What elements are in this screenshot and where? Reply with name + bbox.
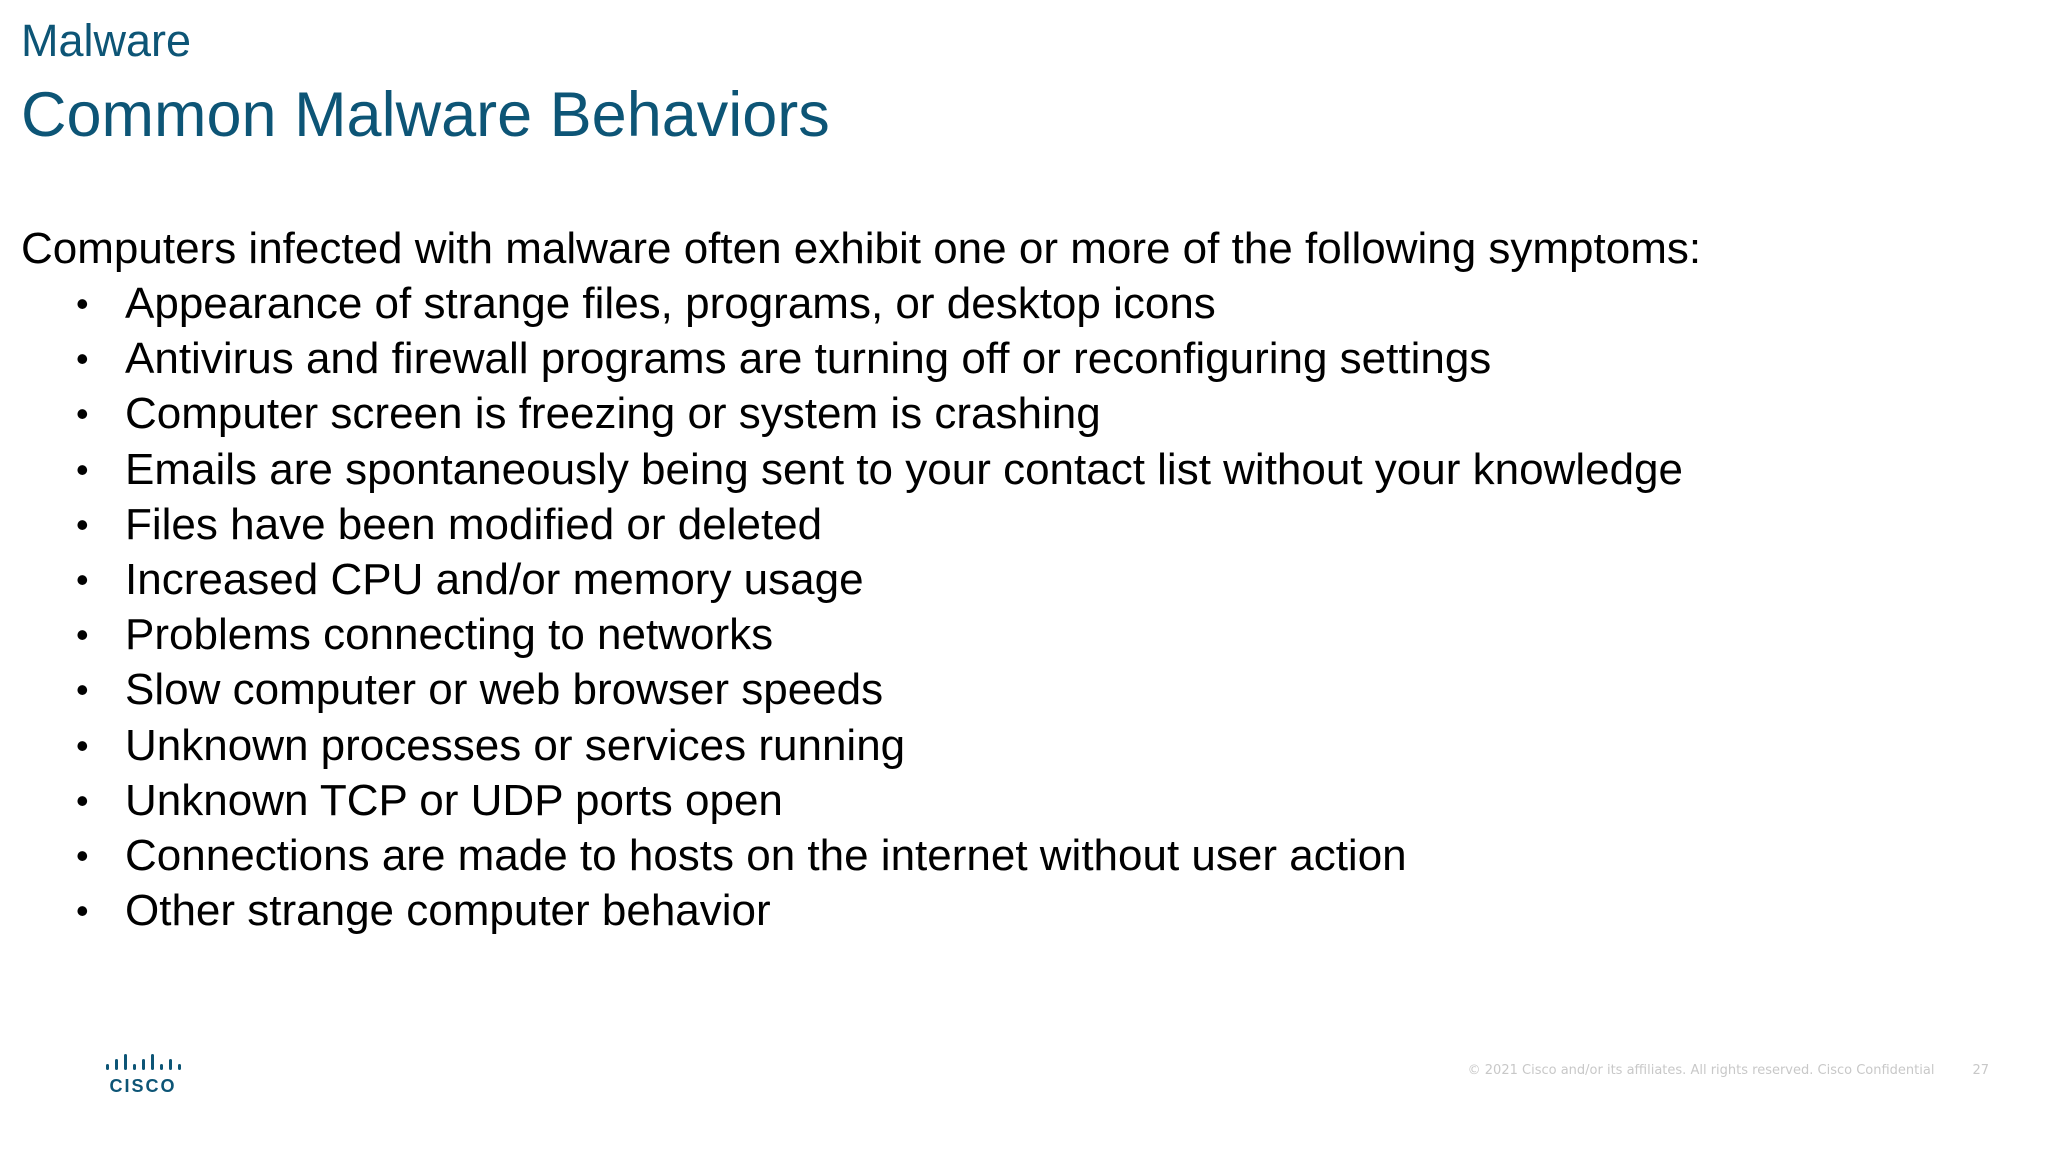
list-item-text: Appearance of strange files, programs, or desktop icons: [125, 279, 1216, 328]
list-item-text: Emails are spontaneously being sent to your contact list without your knowledge: [125, 444, 1683, 494]
list-item-text: Connections are made to hosts on the internet without user action: [125, 830, 1407, 880]
list-item-text: Problems connecting to networks: [125, 610, 774, 660]
section-label: Malware: [21, 15, 192, 66]
footer: [1468, 1063, 1989, 1079]
list-item-text: Slow computer or web browser speeds: [125, 665, 884, 715]
bullet-icon: •: [76, 779, 89, 821]
slide-title: Common Malware Behaviors: [21, 80, 830, 150]
list-item-text: Unknown TCP or UDP ports open: [125, 775, 783, 825]
list-item-text: Files have been modified or deleted: [125, 499, 823, 549]
list-item-text: Unknown processes or services running: [125, 720, 906, 770]
bullet-icon: •: [76, 338, 89, 380]
page-number: 27: [1972, 1063, 1989, 1078]
bullet-icon: •: [76, 614, 89, 656]
bullet-icon: •: [76, 393, 89, 435]
list-item-text: Other strange computer behavior: [125, 886, 771, 936]
bullet-icon: •: [76, 558, 89, 600]
bullet-icon: •: [76, 283, 89, 324]
bullet-icon: •: [76, 724, 89, 766]
bullet-icon: •: [76, 669, 89, 711]
bullet-icon: •: [76, 448, 89, 490]
bullet-icon: •: [76, 834, 89, 876]
cisco-logo-icon: [104, 1052, 188, 1096]
list-item-text: Increased CPU and/or memory usage: [125, 554, 864, 604]
list-item-text: Computer screen is freezing or system is crashing: [125, 389, 1101, 439]
copyright-text: © 2021 Cisco and/or its affiliates. All rights reserved. Cisco Confidential: [1467, 1063, 1935, 1078]
bullet-icon: •: [76, 890, 89, 932]
bullet-icon: •: [76, 503, 89, 545]
intro-text: Computers infected with malware often exhibit one or more of the following symptoms:: [21, 224, 1702, 273]
logo-text: CISCO: [109, 1076, 177, 1096]
list-item-text: Antivirus and firewall programs are turning off or reconfiguring settings: [125, 334, 1492, 384]
